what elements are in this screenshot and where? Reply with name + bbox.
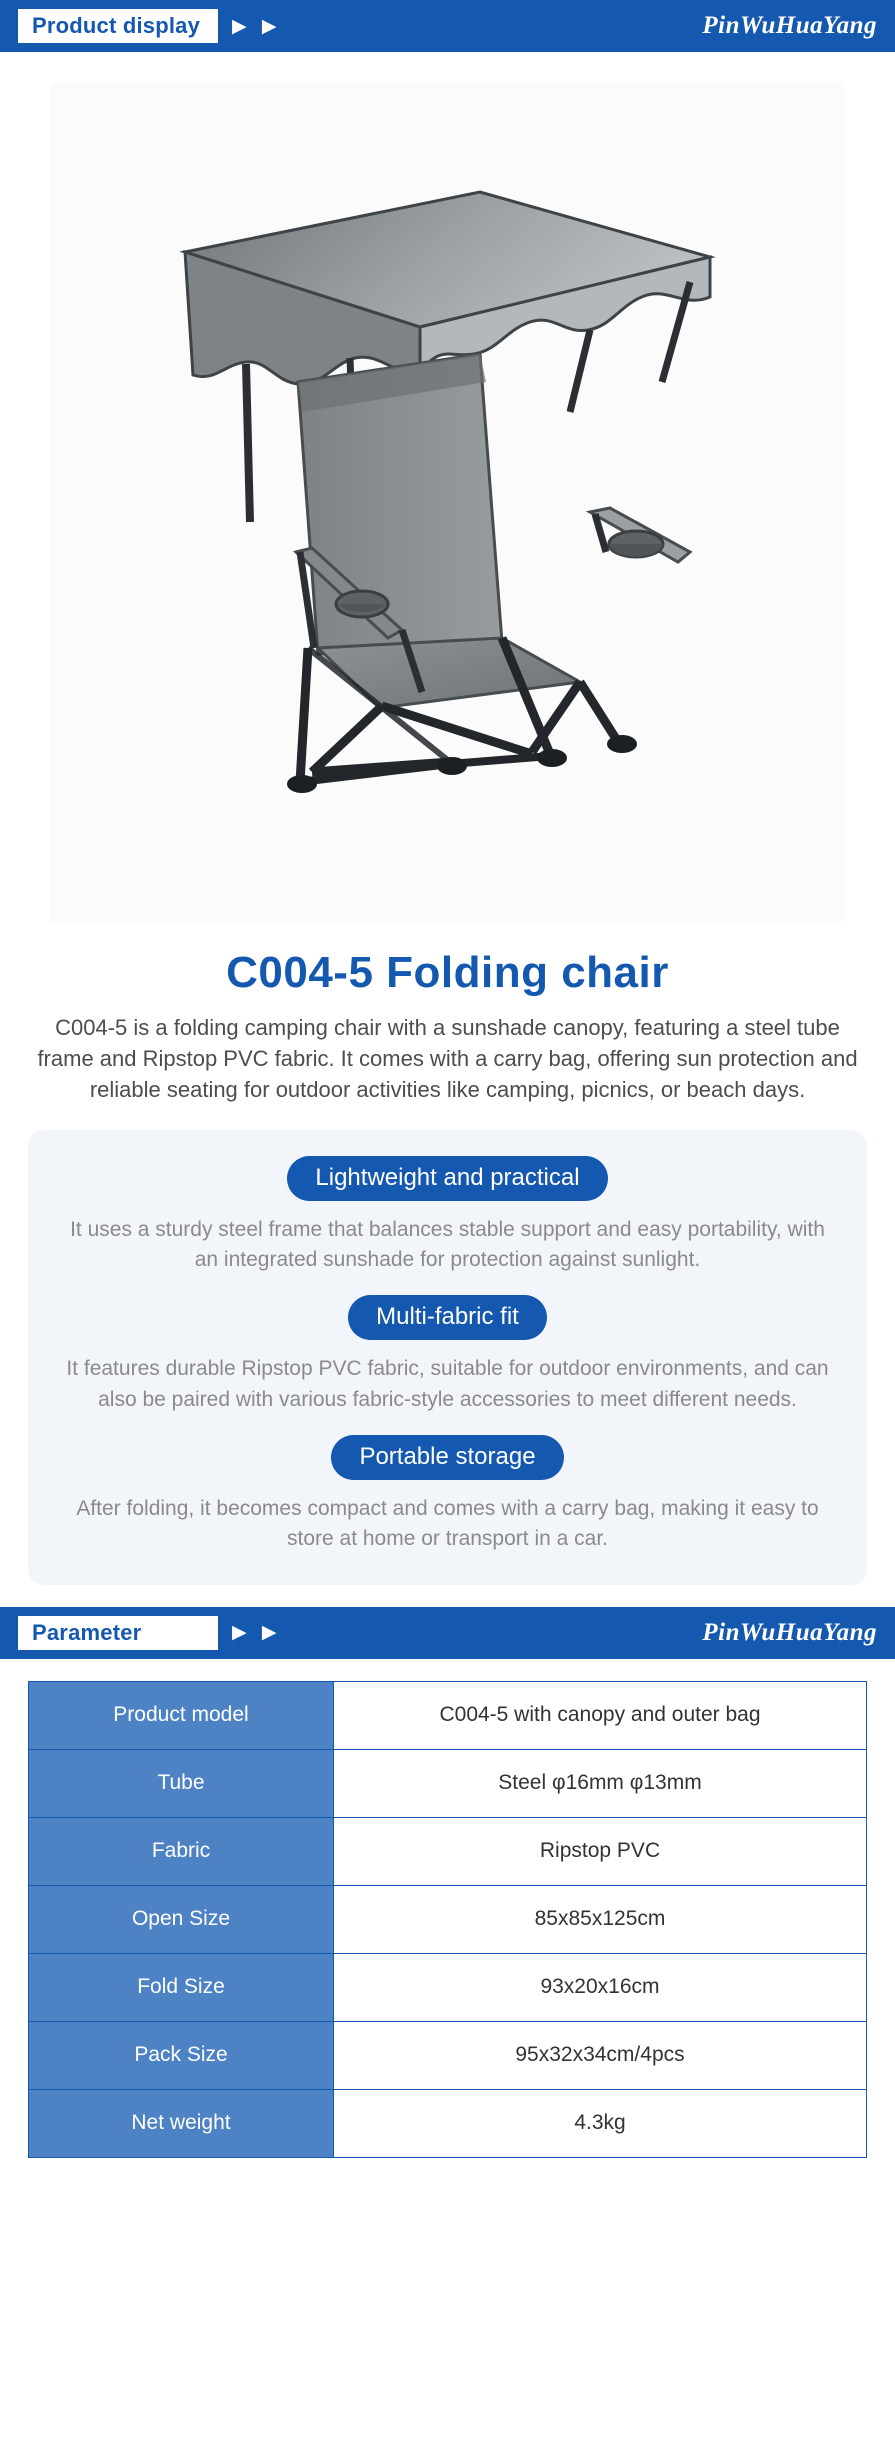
product-description: C004-5 is a folding camping chair with a sunshade canopy, featuring a steel tube frame and Ripstop PVC fabric. It comes with a carry bag, offering sun protection and reliable seating for outdoor activities like camping, picnics, or beach days. (37, 1015, 858, 1103)
param-label-pack-size: Pack Size (29, 2021, 334, 2089)
table-row (29, 2021, 867, 2089)
feature-badge-multi-fabric: Multi-fabric fit (348, 1295, 547, 1340)
param-label-product-model: Product model (29, 1681, 334, 1749)
table-row (29, 2089, 867, 2157)
param-value-fold-size: 93x20x16cm (334, 1953, 867, 2021)
feature-panel (28, 1130, 867, 1585)
section-header-left (18, 9, 282, 43)
param-label-fabric: Fabric (29, 1817, 334, 1885)
section-header-left-parameter (18, 1616, 282, 1650)
brand-logo-text: PinWuHuaYang (702, 1618, 877, 1646)
param-value-net-weight: 4.3kg (334, 2089, 867, 2157)
parameter-table-wrap (0, 1681, 895, 2158)
param-value-pack-size: 95x32x34cm/4pcs (334, 2021, 867, 2089)
table-row (29, 1681, 867, 1749)
feature-text-multi-fabric: It features durable Ripstop PVC fabric, suitable for outdoor environments, and can also be paired with various fabric-style accessories to meet different needs. (66, 1357, 829, 1411)
product-photo (50, 82, 845, 922)
feature-badge-lightweight: Lightweight and practical (287, 1156, 607, 1201)
param-label-net-weight: Net weight (29, 2089, 334, 2157)
section-header-product-display (0, 0, 895, 52)
section-header-parameter (0, 1607, 895, 1659)
feature-pill-row-2 (50, 1295, 845, 1340)
parameter-table (28, 1681, 867, 2158)
param-value-tube: Steel φ16mm φ13mm (334, 1749, 867, 1817)
param-label-open-size: Open Size (29, 1885, 334, 1953)
param-label-fold-size: Fold Size (29, 1953, 334, 2021)
folding-chair-illustration (50, 82, 845, 922)
param-value-fabric: Ripstop PVC (334, 1817, 867, 1885)
double-arrow-icon: ▶ ▶ (232, 1622, 282, 1644)
product-title: C004-5 Folding chair (226, 948, 669, 997)
spacer-bottom (0, 2158, 895, 2176)
feature-pill-row-1 (50, 1156, 845, 1201)
brand-logo-text: PinWuHuaYang (702, 12, 877, 39)
table-row (29, 1953, 867, 2021)
table-row (29, 1885, 867, 1953)
feature-pill-row-3 (50, 1435, 845, 1480)
param-value-open-size: 85x85x125cm (334, 1885, 867, 1953)
section-title-product-display: Product display (18, 9, 218, 43)
table-row (29, 1749, 867, 1817)
spacer (0, 1585, 895, 1607)
param-value-product-model: C004-5 with canopy and outer bag (334, 1681, 867, 1749)
table-row (29, 1817, 867, 1885)
section-title-parameter: Parameter (18, 1616, 218, 1650)
double-arrow-icon: ▶ ▶ (232, 15, 282, 37)
feature-text-lightweight: It uses a sturdy steel frame that balances stable support and easy portability, with an integrated sunshade for protection against sunlight. (70, 1217, 825, 1271)
feature-badge-portable-storage: Portable storage (331, 1435, 563, 1480)
feature-text-portable-storage: After folding, it becomes compact and comes with a carry bag, making it easy to store at home or transport in a car. (76, 1496, 819, 1551)
param-label-tube: Tube (29, 1749, 334, 1817)
hero-image-wrap (0, 52, 895, 922)
